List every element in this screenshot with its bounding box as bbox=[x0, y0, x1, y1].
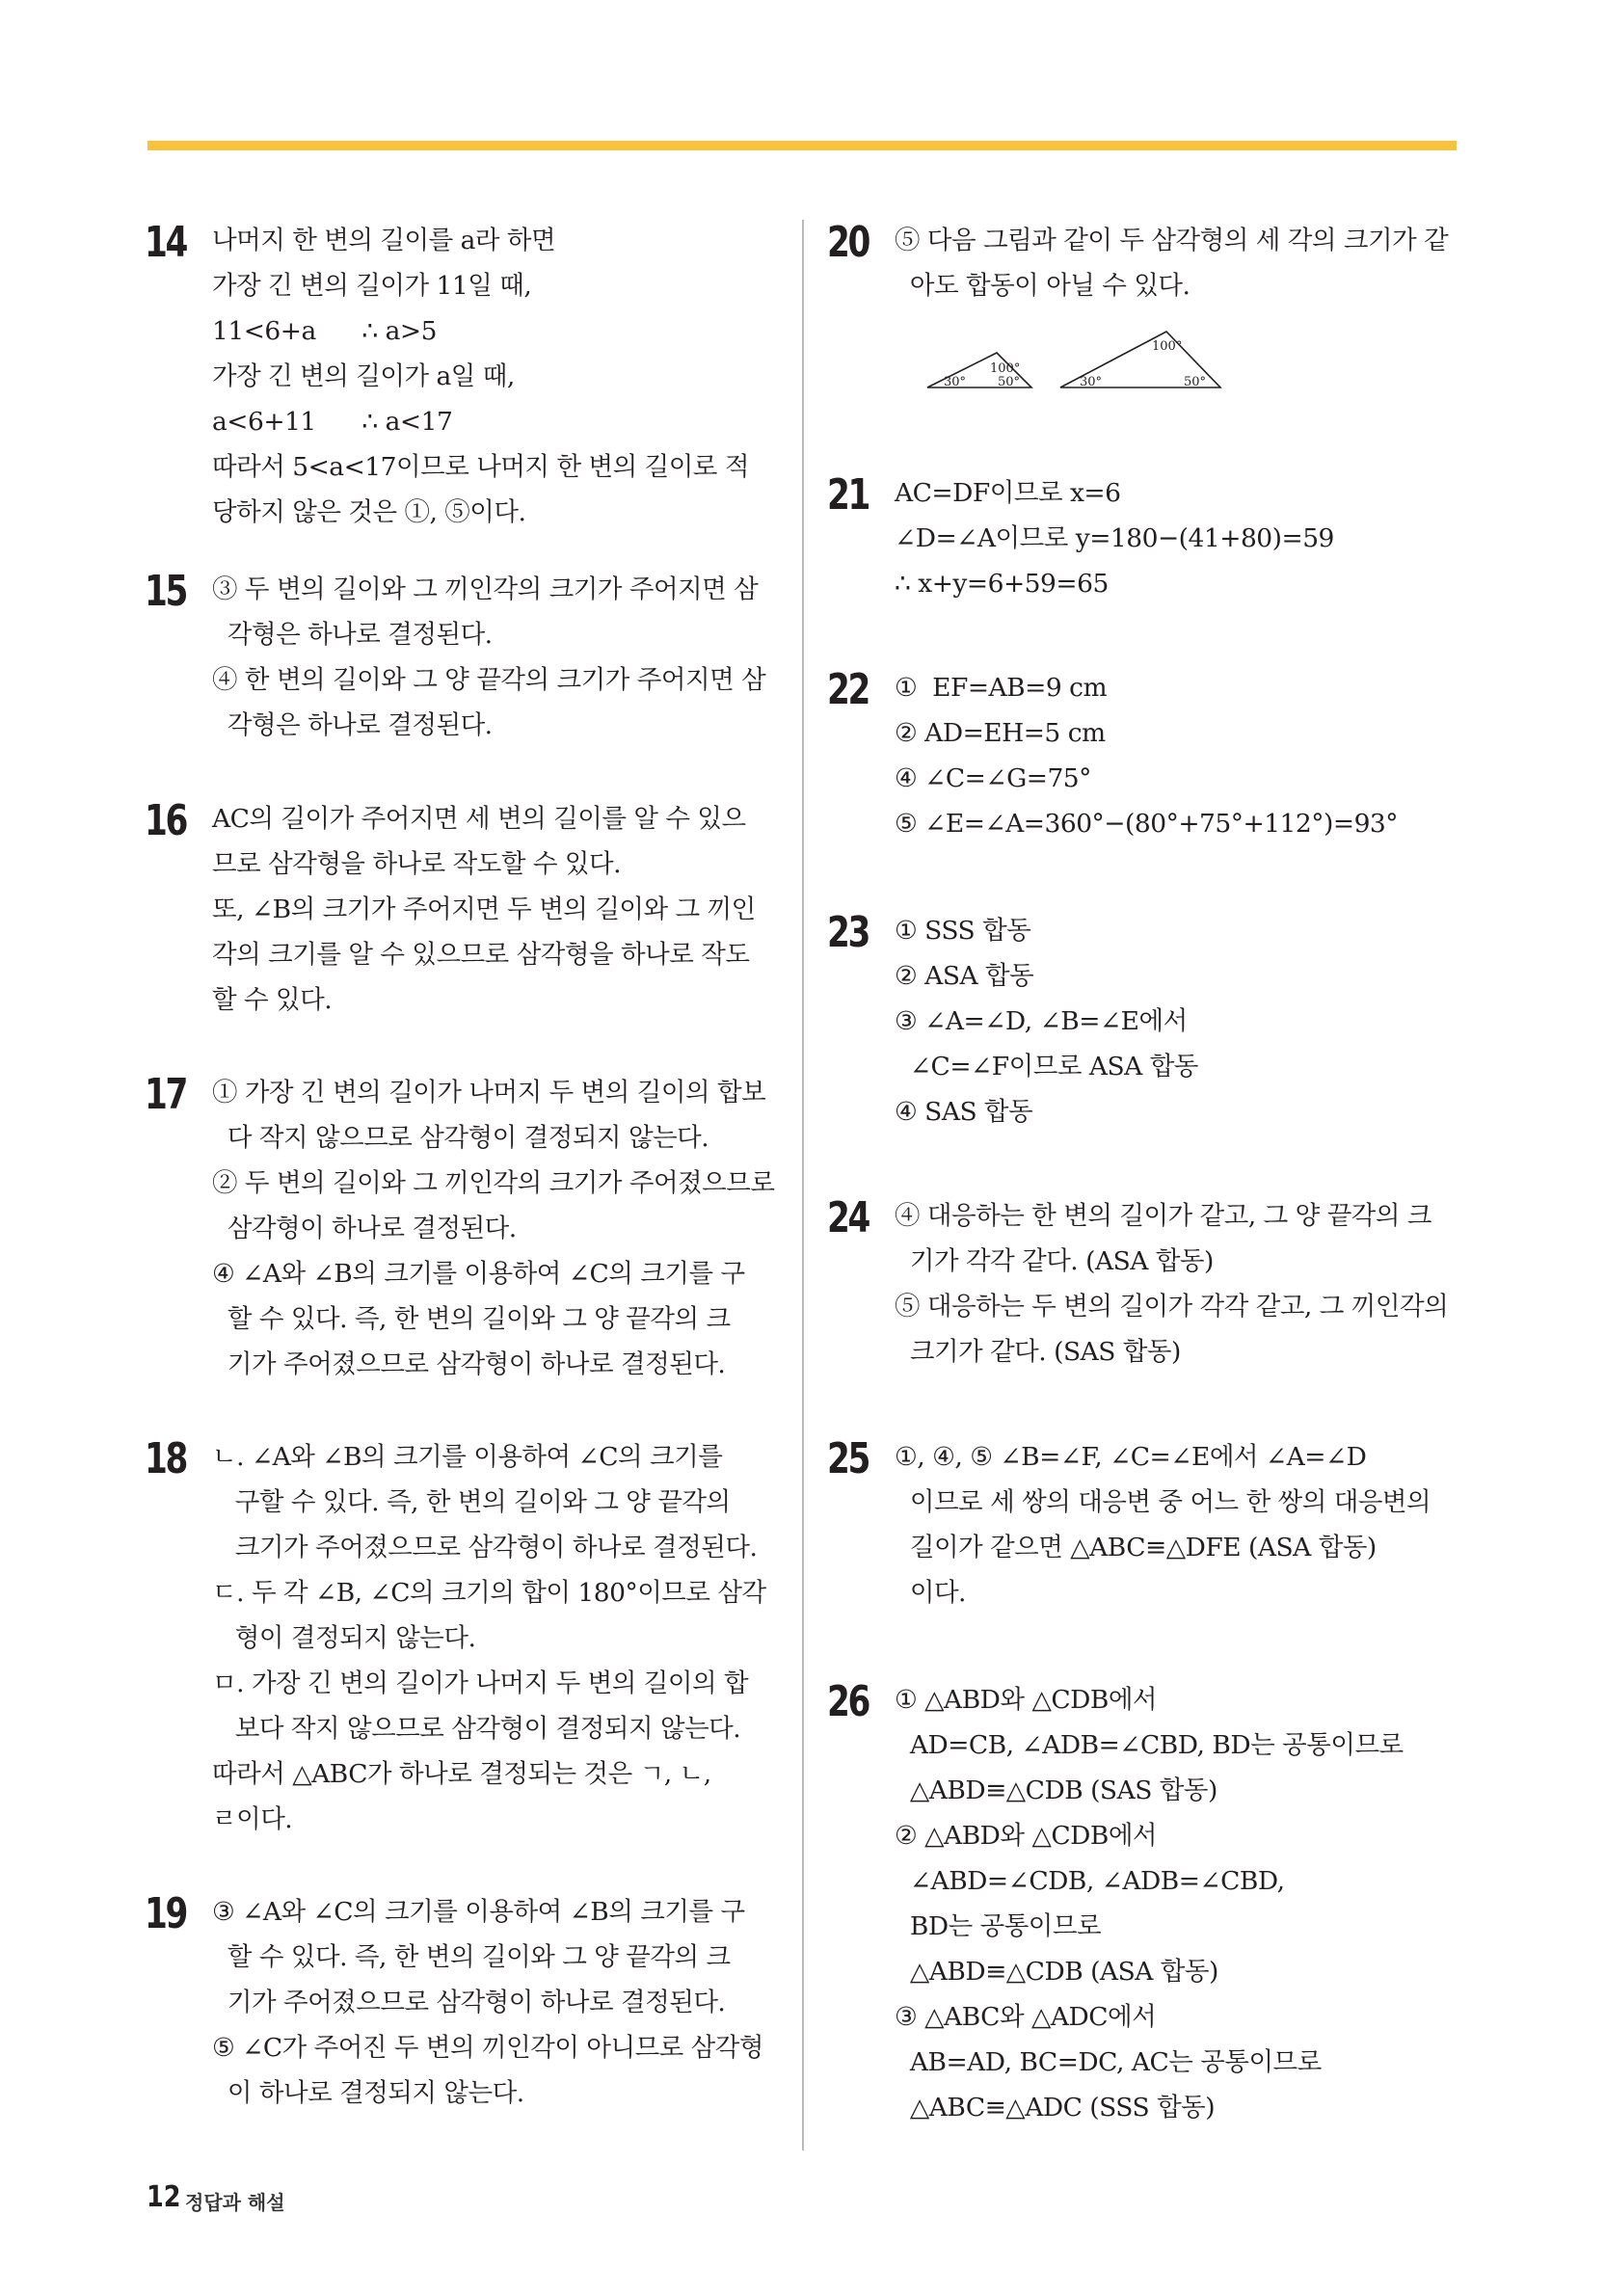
text-line: 할 수 있다. bbox=[212, 985, 333, 1015]
text-line: 길이가 같으면 △ABC≡△DFE (ASA 합동) bbox=[895, 1533, 1377, 1562]
text-line: ㄷ. 두 각 ∠B, ∠C의 크기의 합이 180°이므로 삼각 bbox=[212, 1578, 766, 1608]
text-line: ⑤ 다음 그림과 같이 두 삼각형의 세 각의 크기가 같 bbox=[895, 226, 1449, 255]
problem-15 bbox=[145, 567, 776, 796]
text-line: BD는 공통이므로 bbox=[895, 1911, 1102, 1941]
text-line: ① EF=AB=9 cm bbox=[895, 673, 1108, 703]
text-line: 보다 작지 않으므로 삼각형이 결정되지 않는다. bbox=[212, 1714, 741, 1744]
large-angle-right: 50° bbox=[1184, 375, 1207, 389]
text-line: 형이 결정되지 않는다. bbox=[212, 1623, 476, 1653]
problem-number: 14 bbox=[145, 218, 187, 267]
text-line: ∴ x+y=6+59=65 bbox=[895, 569, 1109, 599]
text-line: ④ SAS 합동 bbox=[895, 1097, 1033, 1127]
text-line: 11<6+a ∴ a>5 bbox=[212, 316, 437, 346]
text-line: ㄹ이다. bbox=[212, 1804, 293, 1834]
text-line: 따라서 △ABC가 하나로 결정되는 것은 ㄱ, ㄴ, bbox=[212, 1759, 711, 1789]
text-line: ④ ∠C=∠G=75° bbox=[895, 763, 1091, 793]
problem-24 bbox=[827, 1193, 1463, 1434]
text-line: ㄴ. ∠A와 ∠B의 크기를 이용하여 ∠C의 크기를 bbox=[212, 1442, 723, 1472]
top-accent-bar bbox=[147, 141, 1457, 150]
text-line: ⑤ ∠E=∠A=360°−(80°+75°+112°)=93° bbox=[895, 809, 1399, 839]
triangles-svg bbox=[895, 312, 1261, 409]
text-line: 각의 크기를 알 수 있으므로 삼각형을 하나로 작도 bbox=[212, 940, 750, 970]
text-line: ③ ∠A=∠D, ∠B=∠E에서 bbox=[895, 1006, 1188, 1036]
text-line: 구할 수 있다. 즉, 한 변의 길이와 그 양 끝각의 bbox=[212, 1487, 731, 1517]
problem-16 bbox=[145, 796, 776, 1070]
text-line: 므로 삼각형을 하나로 작도할 수 있다. bbox=[212, 849, 622, 879]
problem-number: 22 bbox=[827, 665, 869, 714]
text-line: ② △ABD와 △CDB에서 bbox=[895, 1821, 1158, 1851]
text-line: ② 두 변의 길이와 그 끼인각의 크기가 주어졌으므로 bbox=[212, 1168, 775, 1198]
problem-number: 18 bbox=[145, 1434, 187, 1483]
text-line: AC=DF이므로 x=6 bbox=[895, 478, 1121, 508]
text-line: ∠D=∠A이므로 y=180−(41+80)=59 bbox=[895, 523, 1334, 553]
text-line: △ABD≡△CDB (SAS 합동) bbox=[895, 1775, 1217, 1805]
text-line: 할 수 있다. 즉, 한 변의 길이와 그 양 끝각의 크 bbox=[212, 1942, 731, 1972]
text-line: 삼각형이 하나로 결정된다. bbox=[212, 1214, 517, 1243]
left-column bbox=[145, 218, 776, 2116]
text-line: ① 가장 긴 변의 길이가 나머지 두 변의 길이의 합보 bbox=[212, 1078, 766, 1108]
text-line: ④ 한 변의 길이와 그 양 끝각의 크기가 주어지면 삼 bbox=[212, 665, 766, 695]
problem-number: 15 bbox=[145, 567, 187, 616]
text-line: ∠ABD=∠CDB, ∠ADB=∠CBD, bbox=[895, 1866, 1285, 1896]
text-line: ① SSS 합동 bbox=[895, 916, 1031, 946]
text-line: 가장 긴 변의 길이가 11일 때, bbox=[212, 271, 532, 301]
text-line: ② ASA 합동 bbox=[895, 961, 1034, 991]
problem-21 bbox=[827, 470, 1463, 665]
large-angle-left: 30° bbox=[1080, 375, 1103, 389]
text-line: ⑤ 대응하는 두 변의 길이가 각각 같고, 그 끼인각의 bbox=[895, 1292, 1449, 1322]
problem-22 bbox=[827, 665, 1463, 908]
text-line: AD=CB, ∠ADB=∠CBD, BD는 공통이므로 bbox=[895, 1730, 1404, 1760]
problem-23 bbox=[827, 908, 1463, 1193]
page-number: 12 bbox=[147, 2180, 181, 2214]
problem-26 bbox=[827, 1677, 1463, 2130]
text-line: 할 수 있다. 즉, 한 변의 길이와 그 양 끝각의 크 bbox=[212, 1304, 731, 1334]
text-line: △ABD≡△CDB (ASA 합동) bbox=[895, 1957, 1218, 1987]
text-line: ①, ④, ⑤ ∠B=∠F, ∠C=∠E에서 ∠A=∠D bbox=[895, 1442, 1367, 1472]
problem-number: 24 bbox=[827, 1193, 869, 1242]
problem-number: 26 bbox=[827, 1677, 869, 1726]
problem-19 bbox=[145, 1889, 776, 2116]
problem-number: 19 bbox=[145, 1889, 187, 1938]
text-line: 기가 각각 같다. (ASA 합동) bbox=[895, 1246, 1214, 1276]
text-line: 기가 주어졌으므로 삼각형이 하나로 결정된다. bbox=[212, 1988, 726, 2017]
problem-number: 25 bbox=[827, 1434, 869, 1483]
problem-18 bbox=[145, 1434, 776, 1889]
similar-triangles-figure bbox=[895, 312, 1463, 409]
text-line: 이 하나로 결정되지 않는다. bbox=[212, 2078, 524, 2108]
text-line: ∠C=∠F이므로 ASA 합동 bbox=[895, 1052, 1198, 1081]
text-line: ④ ∠A와 ∠B의 크기를 이용하여 ∠C의 크기를 구 bbox=[212, 1259, 745, 1289]
text-line: 아도 합동이 아닐 수 있다. bbox=[895, 271, 1190, 301]
text-line: 각형은 하나로 결정된다. bbox=[212, 710, 493, 740]
text-line: 가장 긴 변의 길이가 a일 때, bbox=[212, 361, 515, 391]
right-column bbox=[827, 218, 1463, 2130]
text-line: 또, ∠B의 크기가 주어지면 두 변의 길이와 그 끼인 bbox=[212, 894, 756, 924]
small-angle-right: 50° bbox=[998, 375, 1021, 389]
problem-20 bbox=[827, 218, 1463, 470]
text-line: ⑤ ∠C가 주어진 두 변의 끼인각이 아니므로 삼각형 bbox=[212, 2033, 763, 2063]
problem-14 bbox=[145, 218, 776, 567]
text-line: ③ △ABC와 △ADC에서 bbox=[895, 2002, 1157, 2032]
text-line: ③ 두 변의 길이와 그 끼인각의 크기가 주어지면 삼 bbox=[212, 574, 759, 604]
text-line: 크기가 같다. (SAS 합동) bbox=[895, 1337, 1181, 1367]
small-angle-left: 30° bbox=[944, 375, 967, 389]
problem-17 bbox=[145, 1070, 776, 1434]
text-line: ② AD=EH=5 cm bbox=[895, 718, 1106, 748]
problem-25 bbox=[827, 1434, 1463, 1677]
text-line: AC의 길이가 주어지면 세 변의 길이를 알 수 있으 bbox=[212, 804, 746, 834]
text-line: △ABC≡△ADC (SSS 합동) bbox=[895, 2093, 1216, 2122]
problem-number: 20 bbox=[827, 218, 869, 267]
text-line: 나머지 한 변의 길이를 a라 하면 bbox=[212, 226, 556, 255]
text-line: ㅁ. 가장 긴 변의 길이가 나머지 두 변의 길이의 합 bbox=[212, 1669, 749, 1698]
text-line: a<6+11 ∴ a<17 bbox=[212, 407, 453, 437]
text-line: ④ 대응하는 한 변의 길이가 같고, 그 양 끝각의 크 bbox=[895, 1201, 1432, 1231]
text-line: 따라서 5<a<17이므로 나머지 한 변의 길이로 적 bbox=[212, 452, 749, 482]
text-line: ① △ABD와 △CDB에서 bbox=[895, 1685, 1158, 1715]
problem-number: 21 bbox=[827, 470, 869, 520]
text-line: 다 작지 않으므로 삼각형이 결정되지 않는다. bbox=[212, 1123, 709, 1153]
problem-number: 17 bbox=[145, 1070, 187, 1119]
column-divider bbox=[802, 220, 804, 2150]
problem-number: 23 bbox=[827, 908, 869, 957]
text-line: 당하지 않은 것은 ①, ⑤이다. bbox=[212, 497, 526, 527]
small-angle-top: 100° bbox=[990, 361, 1021, 376]
footer-title: 정답과 해설 bbox=[185, 2191, 285, 2214]
problem-number: 16 bbox=[145, 796, 187, 845]
text-line: 기가 주어졌으므로 삼각형이 하나로 결정된다. bbox=[212, 1349, 726, 1379]
text-line: AB=AD, BC=DC, AC는 공통이므로 bbox=[895, 2047, 1322, 2077]
text-line: ③ ∠A와 ∠C의 크기를 이용하여 ∠B의 크기를 구 bbox=[212, 1897, 745, 1927]
text-line: 크기가 주어졌으므로 삼각형이 하나로 결정된다. bbox=[212, 1533, 758, 1562]
text-line: 이므로 세 쌍의 대응변 중 어느 한 쌍의 대응변의 bbox=[895, 1487, 1431, 1517]
large-angle-top: 100° bbox=[1152, 339, 1183, 354]
text-line: 각형은 하나로 결정된다. bbox=[212, 620, 493, 650]
text-line: 이다. bbox=[895, 1578, 966, 1608]
